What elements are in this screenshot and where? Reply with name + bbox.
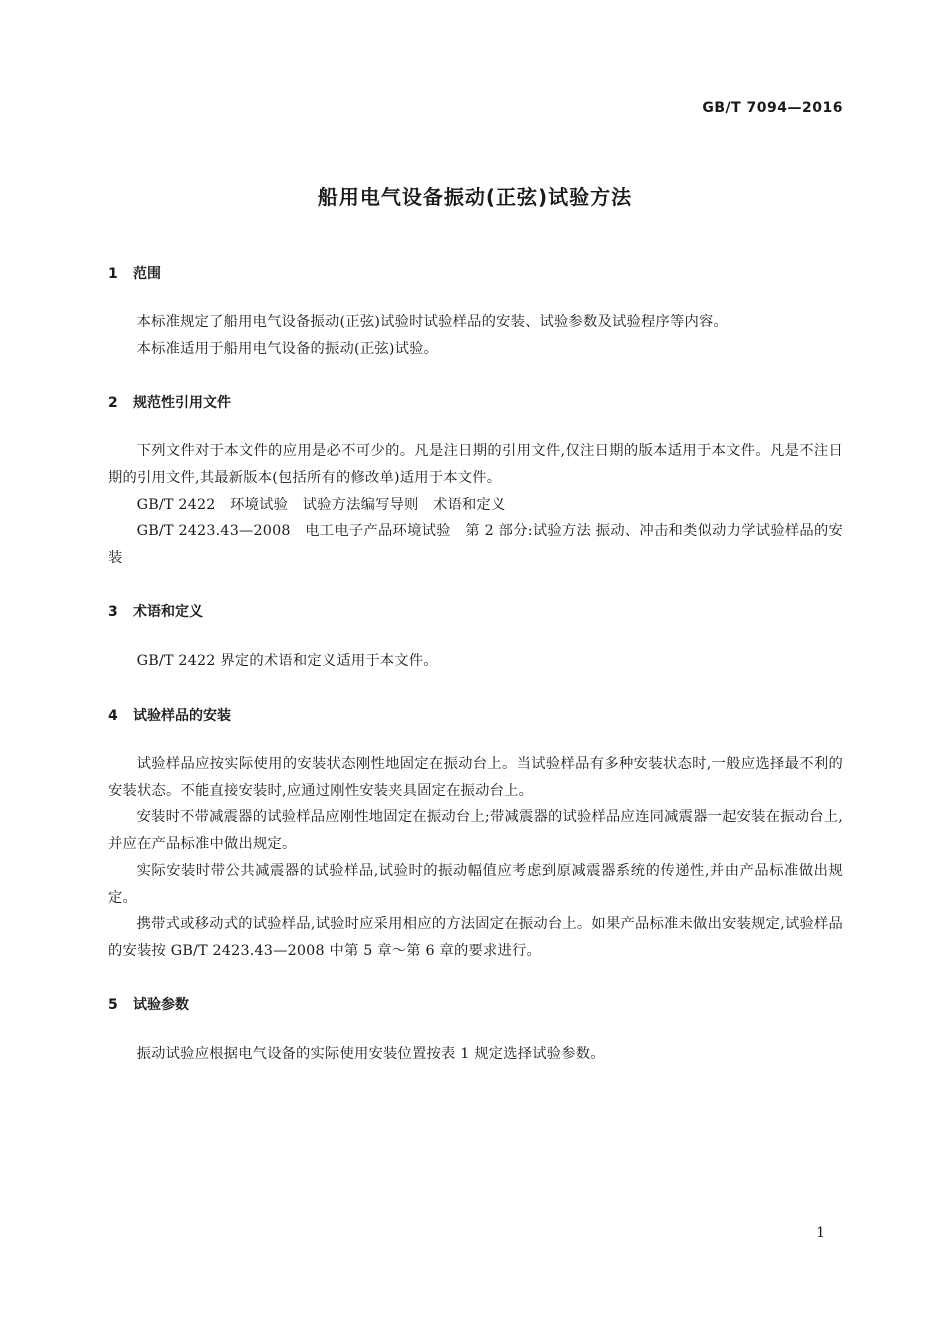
reference-item: GB/T 2423.43—2008 电工电子产品环境试验 第 2 部分:试验方法 振动、冲击和类似动力学试验样品的安装 xyxy=(108,523,843,566)
section-number: 2 xyxy=(108,395,118,411)
section-heading-sample-installation xyxy=(108,705,231,725)
section-number: 4 xyxy=(108,708,118,724)
section-number: 1 xyxy=(108,266,118,282)
section-number: 3 xyxy=(108,604,118,620)
section-title: 术语和定义 xyxy=(133,604,203,620)
standard-code: GB/T 7094—2016 xyxy=(702,100,843,116)
paragraph: GB/T 2422 界定的术语和定义适用于本文件。 xyxy=(136,653,438,669)
section-heading-normative-references xyxy=(108,392,231,412)
section-title: 规范性引用文件 xyxy=(133,395,231,411)
page-number: 1 xyxy=(816,1225,825,1241)
section-title: 试验参数 xyxy=(133,997,189,1013)
paragraph: 实际安装时带公共减震器的试验样品,试验时的振动幅值应考虑到原减震器系统的传递性,并由产品标准做出规定。 xyxy=(108,863,843,906)
section-heading-scope xyxy=(108,263,161,283)
paragraph: 本标准规定了船用电气设备振动(正弦)试验时试验样品的安装、试验参数及试验程序等内容。 xyxy=(136,314,729,330)
section-number: 5 xyxy=(108,997,118,1013)
section-title: 范围 xyxy=(133,266,161,282)
section-heading-terms-definitions xyxy=(108,601,203,621)
reference-item: GB/T 2422 环境试验 试验方法编写导则 术语和定义 xyxy=(136,497,506,513)
paragraph: 本标准适用于船用电气设备的振动(正弦)试验。 xyxy=(136,341,439,357)
section-title: 试验样品的安装 xyxy=(133,708,231,724)
paragraph: 安装时不带减震器的试验样品应刚性地固定在振动台上;带减震器的试验样品应连同减震器一起安装在振动台上,并应在产品标准中做出规定。 xyxy=(108,809,843,852)
paragraph: 振动试验应根据电气设备的实际使用安装位置按表 1 规定选择试验参数。 xyxy=(136,1046,605,1062)
paragraph: 试验样品应按实际使用的安装状态刚性地固定在振动台上。当试验样品有多种安装状态时,一般应选择最不利的安装状态。不能直接安装时,应通过刚性安装夹具固定在振动台上。 xyxy=(108,756,843,799)
paragraph: 下列文件对于本文件的应用是必不可少的。凡是注日期的引用文件,仅注日期的版本适用于本文件。凡是不注日期的引用文件,其最新版本(包括所有的修改单)适用于本文件。 xyxy=(108,443,843,486)
paragraph: 携带式或移动式的试验样品,试验时应采用相应的方法固定在振动台上。如果产品标准未做出安装规定,试验样品的安装按 GB/T 2423.43—2008 中第 5 章～第 6 章的要求进行。 xyxy=(108,916,843,959)
section-heading-test-parameters xyxy=(108,994,189,1014)
document-title: 船用电气设备振动(正弦)试验方法 xyxy=(317,185,633,209)
